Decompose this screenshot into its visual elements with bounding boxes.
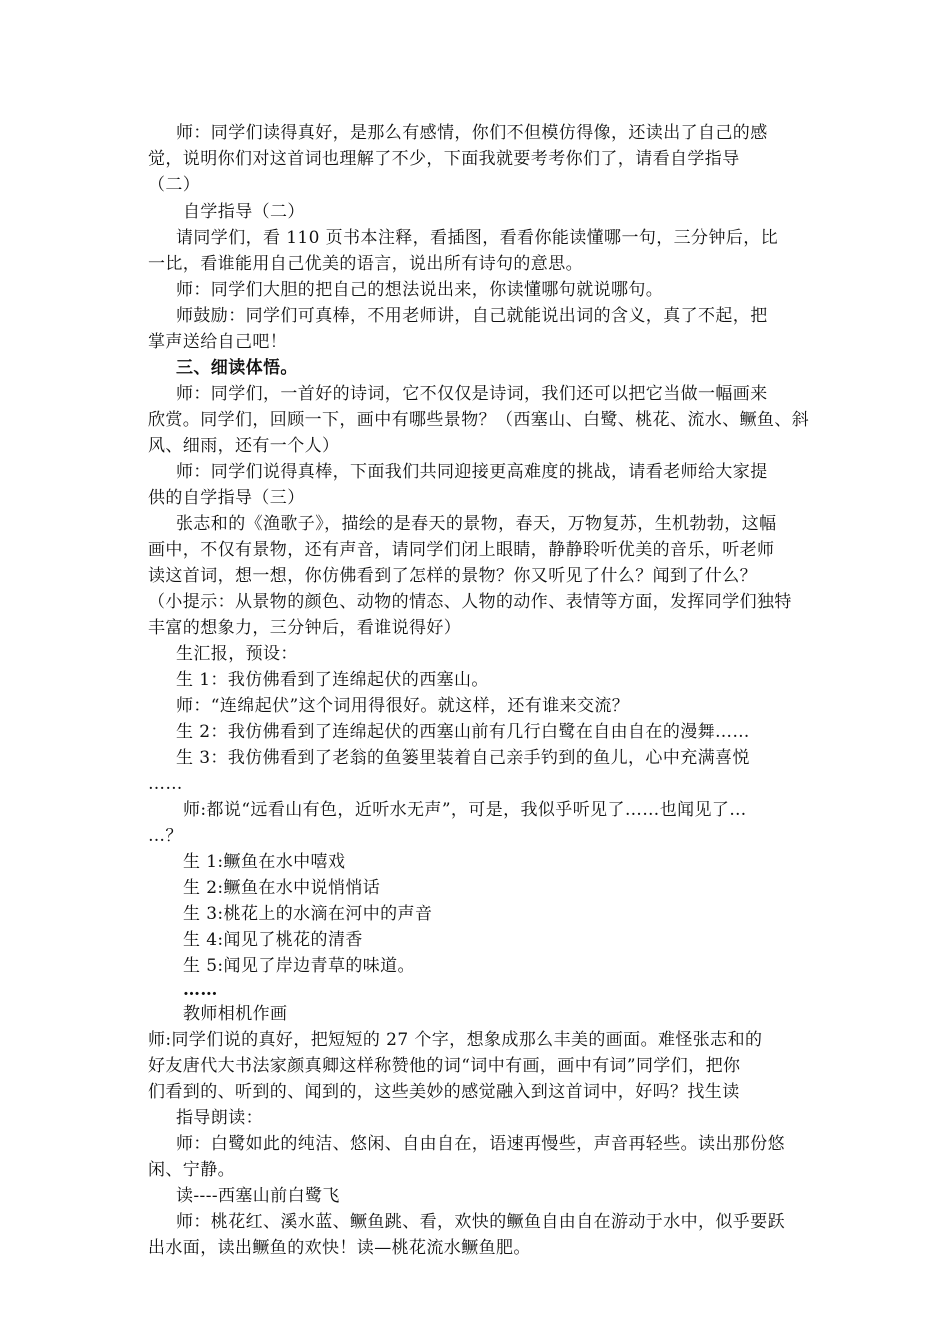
text-line: （小提示：从景物的颜色、动物的情态、人物的动作、表情等方面，发挥同学们独特	[148, 592, 792, 612]
text-line: 师：白鹭如此的纯洁、悠闲、自由自在，语速再慢些，声音再轻些。读出那份悠	[176, 1134, 785, 1154]
section-heading: 三、细读体悟。	[176, 358, 298, 378]
text-line: 师：同学们说得真棒，下面我们共同迎接更高难度的挑战，请看老师给大家提	[176, 462, 768, 482]
text-line: 生 1:鳜鱼在水中嘻戏	[183, 852, 346, 872]
text-line: 张志和的《渔歌子》，描绘的是春天的景物，春天，万物复苏，生机勃勃，这幅	[176, 514, 777, 534]
text-line: 好友唐代大书法家颜真卿这样称赞他的词“词中有画，画中有词”同学们，把你	[148, 1056, 741, 1076]
text-line: 师：同学们大胆的把自己的想法说出来，你读懂哪句就说哪句。	[176, 280, 664, 300]
text-line: 闲、宁静。	[148, 1160, 235, 1180]
text-line: 生 4:闻见了桃花的清香	[183, 930, 363, 950]
text-line: 师：“连绵起伏”这个词用得很好。就这样，还有谁来交流？	[176, 696, 630, 716]
text-line: ……	[183, 980, 218, 1000]
text-line: 师鼓励：同学们可真棒，不用老师讲，自己就能说出词的含义，真了不起，把	[176, 306, 768, 326]
text-line: 教师相机作画	[183, 1004, 288, 1024]
text-line: 生汇报，预设：	[176, 644, 298, 664]
text-line: 觉，说明你们对这首词也理解了不少，下面我就要考考你们了，请看自学指导	[148, 149, 740, 169]
text-line: 读这首词，想一想，你仿佛看到了怎样的景物？你又听见了什么？闻到了什么？	[148, 566, 757, 586]
text-line: 风、细雨，还有一个人）	[148, 436, 340, 456]
text-line: （二）	[148, 175, 201, 195]
text-line: 请同学们，看 110 页书本注释，看插图，看看你能读懂哪一句，三分钟后，比	[176, 228, 779, 248]
text-line: 指导朗读：	[176, 1108, 263, 1128]
text-line: 师：桃花红、溪水蓝、鳜鱼跳、看，欢快的鳜鱼自由自在游动于水中，似乎要跃	[176, 1212, 785, 1232]
text-line: 师：同学们，一首好的诗词，它不仅仅是诗词，我们还可以把它当做一幅画来	[176, 384, 768, 404]
text-line: 师:同学们说的真好，把短短的 27 个字，想象成那么丰美的画面。难怪张志和的	[148, 1030, 763, 1050]
text-line: ……	[148, 774, 183, 794]
text-line: 掌声送给自己吧！	[148, 332, 288, 352]
text-line: …？	[148, 826, 183, 846]
text-line: 生 1：我仿佛看到了连绵起伏的西塞山。	[176, 670, 489, 690]
text-line: 生 3:桃花上的水滴在河中的声音	[183, 904, 433, 924]
text-line: 自学指导（二）	[183, 202, 305, 222]
text-line: 丰富的想象力，三分钟后，看谁说得好）	[148, 618, 462, 638]
text-line: 师：同学们读得真好，是那么有感情，你们不但模仿得像，还读出了自己的感	[176, 123, 768, 143]
text-line: 生 2：我仿佛看到了连绵起伏的西塞山前有几行白鹭在自由自在的漫舞……	[176, 722, 750, 742]
text-line: 欣赏。同学们，回顾一下，画中有哪些景物？（西塞山、白鹭、桃花、流水、鳜鱼、斜	[148, 410, 810, 430]
text-line: 们看到的、听到的、闻到的，这些美妙的感觉融入到这首词中，好吗？找生读	[148, 1082, 740, 1102]
text-line: 生 3：我仿佛看到了老翁的鱼篓里装着自己亲手钓到的鱼儿，心中充满喜悦	[176, 748, 750, 768]
text-line: 读----西塞山前白鹭飞	[176, 1186, 340, 1206]
text-line: 出水面，读出鳜鱼的欢快！读—桃花流水鳜鱼肥。	[148, 1238, 531, 1258]
text-line: 一比，看谁能用自己优美的语言，说出所有诗句的意思。	[148, 254, 583, 274]
text-line: 生 5:闻见了岸边青草的味道。	[183, 956, 415, 976]
text-line: 师:都说“远看山有色，近听水无声”，可是，我似乎听见了……也闻见了…	[183, 800, 747, 820]
text-line: 供的自学指导（三）	[148, 488, 305, 508]
text-line: 画中，不仅有景物，还有声音，请同学们闭上眼睛，静静聆听优美的音乐，听老师	[148, 540, 775, 560]
text-line: 生 2:鳜鱼在水中说悄悄话	[183, 878, 381, 898]
